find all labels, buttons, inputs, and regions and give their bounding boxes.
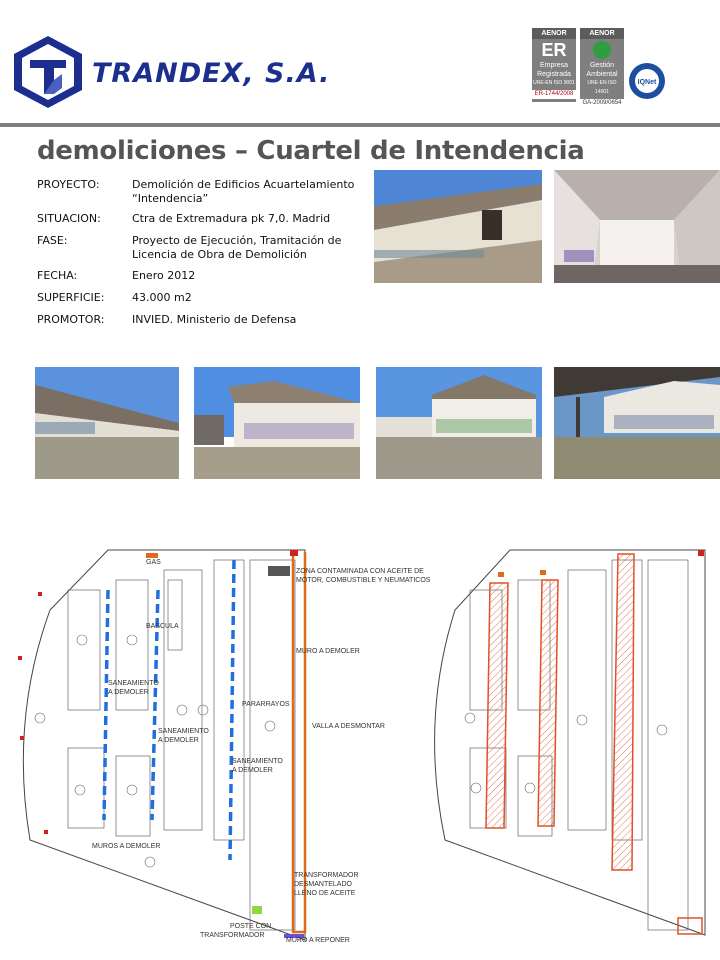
cert-code: GA-2009/0654 <box>580 99 624 108</box>
label-zona-1: ZONA CONTAMINADA CON ACEITE DE <box>296 568 424 575</box>
cert-std: UNE-EN ISO 14001 <box>587 80 617 95</box>
label-bascula: BASCULA <box>146 623 179 630</box>
cert-line1: Empresa <box>539 62 568 69</box>
label-saneamiento-3b: A DEMOLER <box>232 767 273 774</box>
label-muros-demoler: MUROS A DEMOLER <box>92 843 161 850</box>
photo-building-corner <box>554 367 720 479</box>
info-value: Enero 2012 <box>132 269 196 282</box>
photo-barracks-canopy <box>194 367 360 479</box>
aenor-ga-certificate <box>580 28 624 106</box>
label-muro-demoler: MURO A DEMOLER <box>296 648 360 655</box>
cert-code: ER-1744/2008 <box>532 90 576 99</box>
info-value: Ctra de Extremadura pk 7,0. Madrid <box>132 212 331 225</box>
site-plans <box>0 520 720 960</box>
label-saneamiento-2b: A DEMOLER <box>158 737 199 744</box>
info-label: SUPERFICIE: <box>37 291 105 304</box>
label-transformador-1: TRANSFORMADOR <box>294 872 359 879</box>
label-saneamiento-3a: SANEAMIENTO <box>232 758 283 765</box>
info-label: SITUACION: <box>37 212 101 225</box>
info-label: FECHA: <box>37 269 78 282</box>
aenor-er-certificate <box>532 28 576 102</box>
label-gas: GAS <box>146 559 161 566</box>
iqnet-label: IQNet <box>637 79 657 86</box>
info-label: FASE: <box>37 234 68 247</box>
cert-line2: Registrada <box>537 71 571 78</box>
label-transformador-2: DESMANTELADO <box>294 881 352 888</box>
demolition-plan <box>18 550 431 944</box>
label-saneamiento-2a: SANEAMIENTO <box>158 728 209 735</box>
info-value: 43.000 m2 <box>132 291 192 304</box>
header-divider <box>0 123 720 127</box>
cert-line2: Ambiental <box>586 71 618 78</box>
label-poste-2: TRANSFORMADOR <box>200 932 265 939</box>
new-buildings-plan <box>435 550 705 935</box>
photo-barracks-interior <box>554 170 720 283</box>
photo-barracks-exterior <box>374 170 542 283</box>
label-transformador-3: LLENO DE ACEITE <box>294 890 356 897</box>
label-saneamiento-1a: SANEAMIENTO <box>108 680 159 687</box>
cert-org: AENOR <box>580 28 624 39</box>
iqnet-seal-icon <box>628 62 666 100</box>
photo-building-gable <box>376 367 542 479</box>
label-muro-reponer: MURO A REPONER <box>286 937 350 944</box>
info-value: INVIED. Ministerio de Defensa <box>132 313 297 326</box>
info-value: Demolición de Edificios Acuartelamiento “Intendencia” <box>132 178 355 205</box>
label-pararrayos: PARARRAYOS <box>242 701 290 708</box>
info-label: PROMOTOR: <box>37 313 105 326</box>
cert-std: UNE-EN ISO 9001 <box>533 80 575 86</box>
photo-barracks-row <box>35 367 179 479</box>
ga-symbol-icon <box>580 39 624 61</box>
trandex-logo-icon <box>12 34 84 110</box>
page-title: demoliciones – Cuartel de Intendencia <box>37 136 585 166</box>
label-poste-1: POSTE CON <box>230 923 272 930</box>
info-label: PROYECTO: <box>37 178 100 191</box>
company-name: TRANDEX, S.A. <box>92 58 331 89</box>
cert-line1: Gestión <box>589 62 615 69</box>
label-valla: VALLA A DESMONTAR <box>312 723 385 730</box>
info-value: Proyecto de Ejecución, Tramitación de Licencia de Obra de Demolición <box>132 234 342 261</box>
cert-org: AENOR <box>532 28 576 39</box>
label-saneamiento-1b: A DEMOLER <box>108 689 149 696</box>
label-zona-2: MOTOR, COMBUSTIBLE Y NEUMATICOS <box>296 577 431 584</box>
er-symbol-icon: ER <box>541 40 567 60</box>
